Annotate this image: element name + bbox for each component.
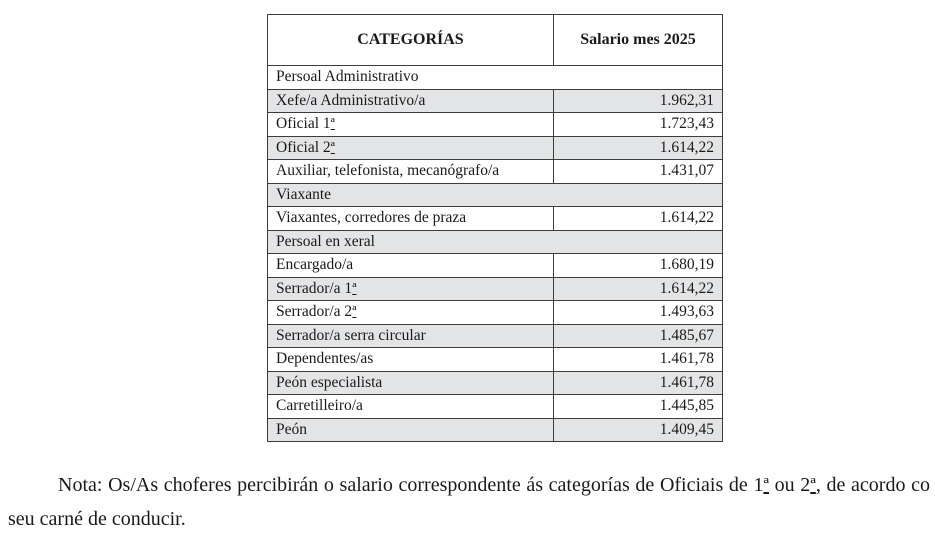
section-label: Persoal en xeral bbox=[268, 230, 723, 254]
ordinal-indicator: ª bbox=[352, 303, 357, 321]
table-row bbox=[268, 207, 723, 231]
category-cell: Auxiliar, telefonista, mecanógrafo/a bbox=[268, 160, 554, 184]
salary-cell: 1.461,78 bbox=[554, 371, 723, 395]
table-row bbox=[268, 348, 723, 372]
table-header-row bbox=[268, 15, 723, 66]
table-row bbox=[268, 254, 723, 278]
salary-cell: 1.614,22 bbox=[554, 277, 723, 301]
salary-cell: 1.445,85 bbox=[554, 395, 723, 419]
ordinal-indicator: ª bbox=[763, 474, 769, 496]
table-row bbox=[268, 89, 723, 113]
category-cell: Dependentes/as bbox=[268, 348, 554, 372]
table-row bbox=[268, 277, 723, 301]
category-cell: Carretilleiro/a bbox=[268, 395, 554, 419]
category-cell: Serrador/a 1ª bbox=[268, 277, 554, 301]
table-row bbox=[268, 301, 723, 325]
ordinal-indicator: ª bbox=[810, 474, 816, 496]
salary-cell: 1.723,43 bbox=[554, 113, 723, 137]
salary-cell: 1.962,31 bbox=[554, 89, 723, 113]
category-cell: Xefe/a Administrativo/a bbox=[268, 89, 554, 113]
ordinal-indicator: ª bbox=[330, 115, 335, 133]
table-row bbox=[268, 113, 723, 137]
note-paragraph: Nota: Os/As choferes percibirán o salario correspondente ás categorías de Oficiais de 1ª ou 2ª, de acordo co seu carné de conducir. bbox=[8, 474, 930, 530]
section-row bbox=[268, 66, 723, 90]
category-cell: Oficial 2ª bbox=[268, 136, 554, 160]
section-row bbox=[268, 183, 723, 207]
header-salary-mes-2025: Salario mes 2025 bbox=[554, 15, 723, 66]
ordinal-indicator: ª bbox=[330, 138, 335, 156]
section-label: Viaxante bbox=[268, 183, 723, 207]
section-label: Persoal Administrativo bbox=[268, 66, 723, 90]
category-cell: Oficial 1ª bbox=[268, 113, 554, 137]
category-cell: Peón especialista bbox=[268, 371, 554, 395]
category-cell: Encargado/a bbox=[268, 254, 554, 278]
salary-cell: 1.680,19 bbox=[554, 254, 723, 278]
table-row bbox=[268, 395, 723, 419]
category-cell: Serrador/a 2ª bbox=[268, 301, 554, 325]
salary-cell: 1.614,22 bbox=[554, 207, 723, 231]
category-cell: Serrador/a serra circular bbox=[268, 324, 554, 348]
ordinal-indicator: ª bbox=[352, 279, 357, 297]
category-cell: Peón bbox=[268, 418, 554, 442]
table-row bbox=[268, 136, 723, 160]
category-cell: Viaxantes, corredores de praza bbox=[268, 207, 554, 231]
salary-cell: 1.409,45 bbox=[554, 418, 723, 442]
table-row bbox=[268, 418, 723, 442]
section-row bbox=[268, 230, 723, 254]
header-categories: CATEGORÍAS bbox=[268, 15, 554, 66]
salary-table bbox=[267, 14, 723, 442]
salary-cell: 1.431,07 bbox=[554, 160, 723, 184]
salary-cell: 1.614,22 bbox=[554, 136, 723, 160]
table-body bbox=[268, 66, 723, 442]
salary-cell: 1.461,78 bbox=[554, 348, 723, 372]
salary-cell: 1.493,63 bbox=[554, 301, 723, 325]
table-row bbox=[268, 324, 723, 348]
table-row bbox=[268, 160, 723, 184]
salary-cell: 1.485,67 bbox=[554, 324, 723, 348]
table-row bbox=[268, 371, 723, 395]
